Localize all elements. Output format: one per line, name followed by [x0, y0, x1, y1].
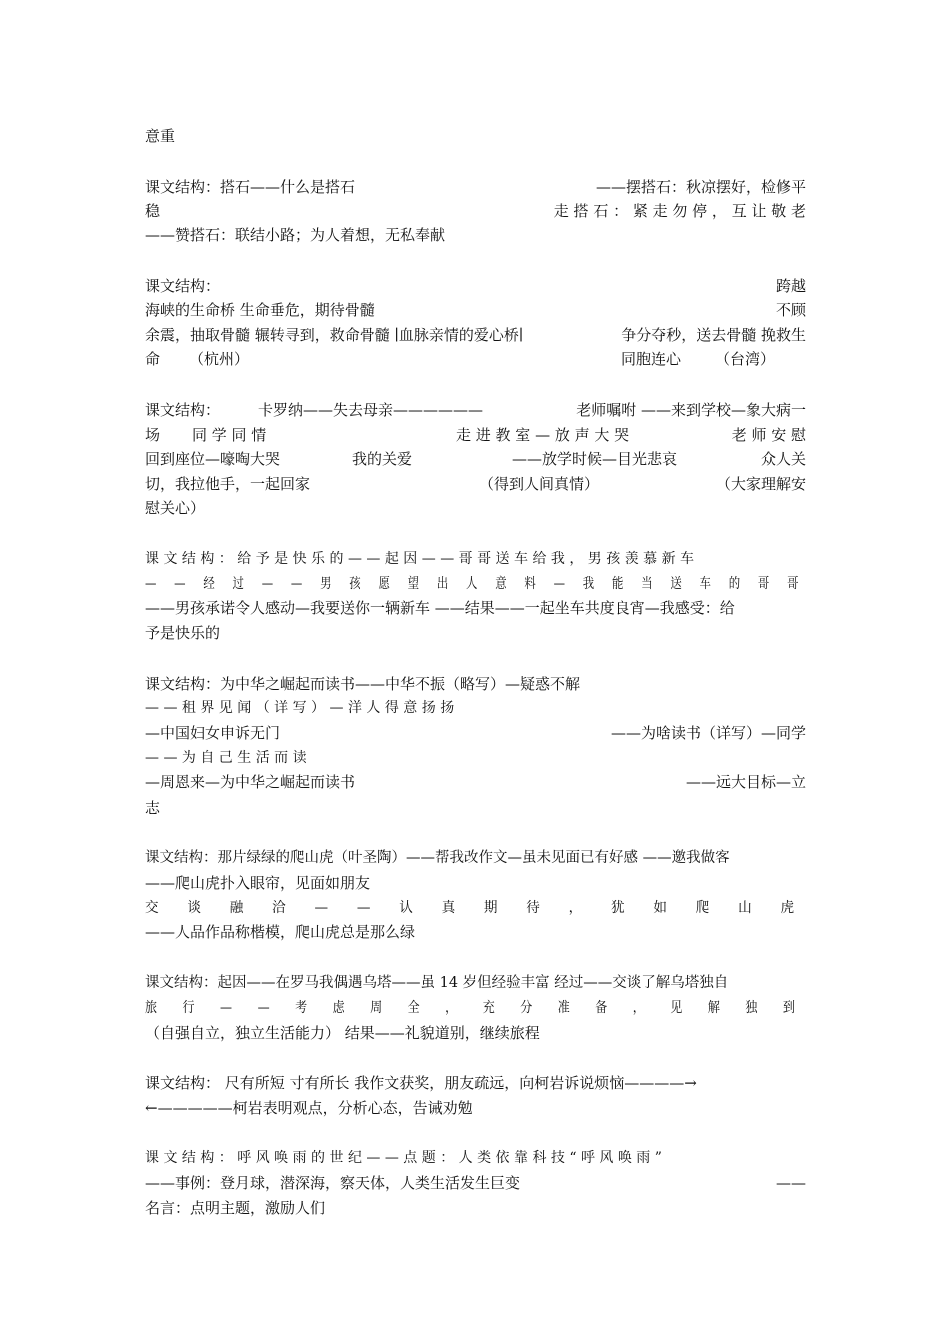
section-heading: 课文结构：搭石——什么是搭石: [145, 178, 356, 196]
text-line: [145, 1146, 806, 1170]
text-line: [145, 896, 806, 920]
text-fragment: — — 租 界 见 闻 （ 详 写 ） — 洋 人 得 意 扬 扬: [145, 700, 455, 716]
text-line: [145, 423, 806, 447]
text-line: [145, 323, 806, 347]
text-fragment: 跨越: [775, 277, 806, 295]
text-fragment: （自强自立，独立生活能力） 结果——礼貌道别，继续旅程: [145, 1024, 540, 1042]
text-line: [145, 871, 806, 895]
text-fragment: ——摆搭石：秋凉摆好，检修平: [595, 178, 806, 196]
text-fragment: — — 为 自 己 生 活 而 读: [145, 750, 307, 766]
text-line: [145, 199, 806, 223]
text-line: [145, 447, 806, 471]
text-fragment: 慰关心）: [145, 499, 206, 517]
text-fragment: ——男孩承诺令人感动—我要送你一辆新车 ——结果——一起坐车共度良宵—我感受：给: [145, 599, 735, 617]
text-line: [145, 596, 806, 620]
text-fragment: 命: [145, 350, 161, 368]
text-line: [145, 298, 806, 322]
text-fragment: （杭州）: [189, 350, 250, 368]
text-fragment: 稳: [145, 202, 161, 220]
text-line: [145, 1171, 806, 1195]
text-fragment: 意重: [145, 127, 176, 145]
text-fragment: ——赞搭石：联结小路；为人着想，无私奉献: [145, 226, 446, 244]
text-line: [145, 672, 806, 696]
text-fragment: 同胞连心: [621, 350, 682, 368]
text-line: [145, 1021, 806, 1045]
text-fragment: （大家理解安: [715, 475, 806, 493]
text-line: [145, 996, 806, 1020]
text-fragment: ——事例：登月球，潜深海，察天体，人类生活发生巨变: [145, 1174, 521, 1192]
section-heading: 课文结构：为中华之崛起而读书——中华不振（略写）—疑惑不解: [145, 675, 581, 693]
text-fragment: 争分夺秒，送去骨髓 挽救生: [621, 326, 806, 344]
text-line: [145, 1071, 806, 1095]
text-fragment: 余震，抽取骨髓 辗转寻到，救命骨髓 ∣血脉亲情的爱心桥∣: [145, 326, 524, 344]
text-line: [145, 696, 806, 720]
text-fragment: 名言：点明主题，激励人们: [145, 1199, 326, 1217]
text-fragment: ——远大目标—立: [685, 773, 806, 791]
text-fragment: 旅 行 — — 考 虑 周 全 ， 充 分 准 备 ， 见 解 独 到: [145, 1000, 806, 1016]
text-fragment: ——人品作品称楷模，爬山虎总是那么绿: [145, 923, 416, 941]
text-fragment: —中国妇女申诉无门: [145, 724, 281, 742]
text-fragment: ——: [776, 1174, 806, 1192]
text-line: [145, 572, 806, 596]
text-line: [145, 547, 806, 571]
text-line: [145, 1096, 806, 1120]
text-fragment: ——放学时候—目光悲哀: [512, 450, 678, 468]
text-line: [145, 621, 806, 645]
text-fragment: 走 搭 石 ： 紧 走 勿 停 ， 互 让 敬 老: [553, 202, 806, 220]
text-fragment: （台湾）: [715, 350, 776, 368]
text-line: [145, 920, 806, 944]
text-fragment: 场: [145, 426, 161, 444]
text-line: [145, 472, 806, 496]
text-line: [145, 124, 806, 148]
text-fragment: 回到座位—嚎啕大哭: [145, 450, 281, 468]
text-fragment: ——为啥读书（详写）—同学: [610, 724, 806, 742]
text-line: [145, 274, 806, 298]
text-fragment: 交 谈 融 洽 — — 认 真 期 待 ， 犹 如 爬 山 虎: [145, 900, 807, 916]
text-fragment: 不顾: [775, 301, 806, 319]
text-line: [145, 796, 806, 820]
text-fragment: 海峡的生命桥 生命垂危，期待骨髓: [145, 301, 375, 319]
text-fragment: 老 师 安 慰: [731, 426, 806, 444]
section-heading: 课文结构：起因——在罗马我偶遇乌塔——虽 14 岁但经验丰富 经过——交谈了解乌塔独自: [145, 975, 729, 991]
text-fragment: 志: [145, 799, 161, 817]
text-fragment: 同 学 同 情: [192, 426, 267, 444]
text-line: [145, 746, 806, 770]
text-fragment: 予是快乐的: [145, 624, 221, 642]
text-fragment: 老师嘱咐 ——来到学校—象大病一: [576, 401, 806, 419]
section-heading: 课 文 结 构 ： 给 予 是 快 乐 的 — — 起 因 — — 哥 哥 送 车 给 我 ， 男 孩 羡 慕 新 车: [145, 551, 695, 567]
text-line: [145, 223, 806, 247]
text-line: [145, 398, 806, 422]
text-fragment: ——爬山虎扑入眼帘，见面如朋友: [145, 874, 371, 892]
section-heading: 课文结构： 尺有所短 寸有所长 我作文获奖，朋友疏远，向柯岩诉说烦恼————→: [145, 1074, 697, 1092]
text-fragment: ←—————柯岩表明观点，分析心态，告诫劝勉: [145, 1099, 473, 1117]
text-line: [145, 971, 806, 995]
text-line: [145, 496, 806, 520]
text-fragment: — — 经 过 — — 男 孩 愿 望 出 人 意 料 — 我 能 当 送 车 的 哥 哥: [145, 576, 806, 592]
text-line: [145, 347, 806, 371]
text-line: [145, 721, 806, 745]
text-fragment: 我的关爱: [352, 450, 413, 468]
text-fragment: 众人关: [760, 450, 806, 468]
section-heading: 课 文 结 构 ： 呼 风 唤 雨 的 世 纪 — — 点 题 ： 人 类 依 靠 科 技 “ 呼 风 唤 雨 ”: [145, 1150, 662, 1166]
section-heading: 课文结构：那片绿绿的爬山虎（叶圣陶）——帮我改作文—虽未见面已有好感 ——邀我做客: [145, 850, 730, 866]
text-fragment: （得到人间真情）: [479, 475, 600, 493]
text-fragment: 卡罗纳——失去母亲——————: [258, 401, 484, 419]
text-fragment: —周恩来—为中华之崛起而读书: [145, 773, 356, 791]
text-fragment: 走 进 教 室 — 放 声 大 哭: [456, 426, 630, 444]
section-heading: 课文结构：: [145, 277, 221, 295]
text-fragment: 切，我拉他手，一起回家: [145, 475, 311, 493]
section-heading: 课文结构：: [145, 401, 221, 419]
text-line: [145, 175, 806, 199]
text-line: [145, 770, 806, 794]
text-line: [145, 1196, 806, 1220]
text-line: [145, 846, 806, 870]
